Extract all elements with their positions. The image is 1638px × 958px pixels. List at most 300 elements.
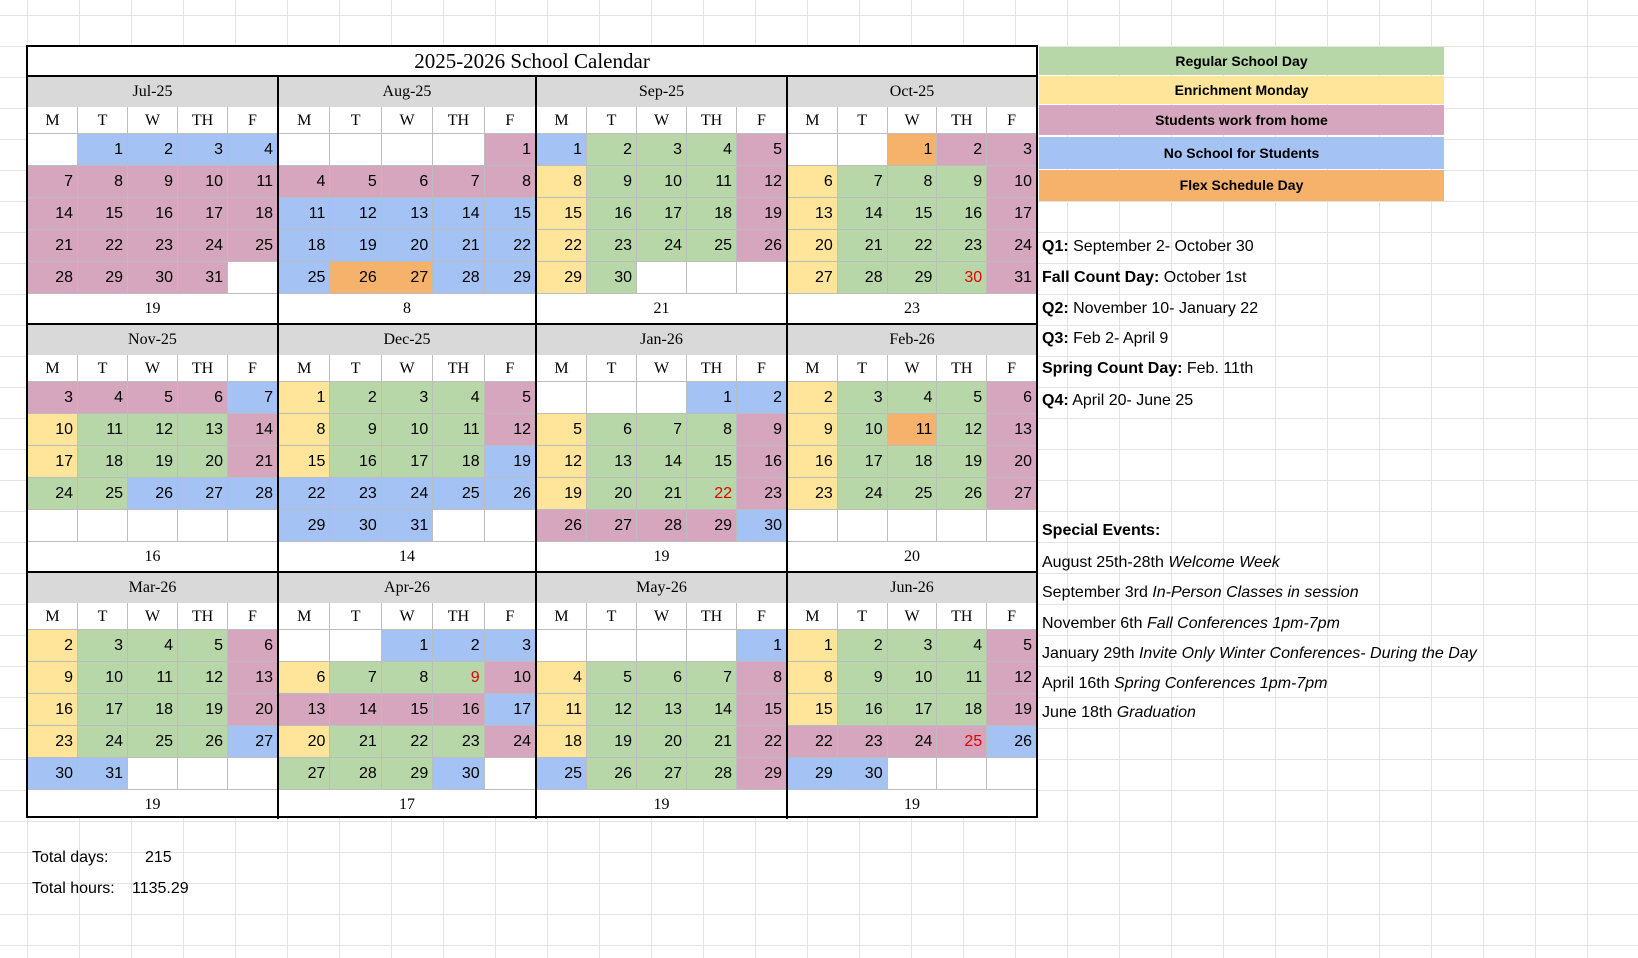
day-cell: 16 <box>587 198 637 230</box>
day-cell: 7 <box>228 382 277 414</box>
day-cell: 13 <box>178 414 228 446</box>
day-cell: 25 <box>228 230 277 262</box>
day-cell: 3 <box>888 630 938 662</box>
day-cell <box>128 758 178 790</box>
month-block <box>537 77 788 323</box>
month-day-total: 19 <box>144 796 161 813</box>
day-cell: 27 <box>987 478 1036 510</box>
day-cell: 11 <box>279 198 330 230</box>
day-cell: 27 <box>178 478 228 510</box>
day-cell: 30 <box>838 758 888 790</box>
weekday-label: F <box>485 107 535 134</box>
day-cell: 5 <box>128 382 178 414</box>
month-block <box>279 77 537 323</box>
day-cell: 19 <box>937 446 987 478</box>
day-cell: 3 <box>987 134 1036 166</box>
day-cell: 25 <box>279 262 330 294</box>
month-title: Apr-26 <box>279 573 535 603</box>
day-cell: 11 <box>433 414 484 446</box>
day-cell: 1 <box>888 134 938 166</box>
day-cell: 19 <box>128 446 178 478</box>
day-cell <box>637 262 687 294</box>
weekday-label: TH <box>433 107 484 134</box>
day-cell: 2 <box>433 630 484 662</box>
week-row <box>279 262 535 294</box>
weekday-label: TH <box>178 603 228 630</box>
weekday-label: W <box>637 107 687 134</box>
day-cell: 8 <box>485 166 535 198</box>
day-cell: 11 <box>78 414 128 446</box>
legend-item: Regular School Day <box>1039 47 1444 75</box>
event-name: In-Person Classes in session <box>1152 584 1359 601</box>
weekday-label: W <box>382 107 433 134</box>
day-cell: 31 <box>178 262 228 294</box>
day-cell: 13 <box>987 414 1036 446</box>
day-cell: 2 <box>737 382 786 414</box>
week-row <box>537 446 786 478</box>
weekday-label: T <box>330 603 381 630</box>
week-row <box>28 510 277 542</box>
day-cell: 23 <box>788 478 838 510</box>
weekday-label: F <box>987 603 1036 630</box>
weekday-header <box>788 355 1036 382</box>
weekday-label: T <box>838 355 888 382</box>
weekday-label: M <box>28 355 78 382</box>
day-cell: 17 <box>382 446 433 478</box>
legend-item: No School for Students <box>1039 137 1444 169</box>
quarter-text: April 20- June 25 <box>1068 392 1194 409</box>
quarter-text: September 2- October 30 <box>1068 238 1254 255</box>
day-cell: 29 <box>888 262 938 294</box>
day-cell: 1 <box>78 134 128 166</box>
day-cell: 5 <box>587 662 637 694</box>
day-cell: 3 <box>485 630 535 662</box>
day-cell: 24 <box>382 478 433 510</box>
weekday-label: TH <box>178 107 228 134</box>
day-cell: 7 <box>28 166 78 198</box>
week-row <box>788 230 1036 262</box>
day-cell: 10 <box>28 414 78 446</box>
week-row <box>28 726 277 758</box>
day-cell: 4 <box>687 134 737 166</box>
day-cell: 14 <box>687 694 737 726</box>
day-cell: 20 <box>228 694 277 726</box>
special-event <box>1042 645 1477 663</box>
day-cell <box>888 510 938 542</box>
day-cell: 26 <box>987 726 1036 758</box>
day-cell: 11 <box>228 166 277 198</box>
week-row <box>28 758 277 790</box>
day-cell <box>587 630 637 662</box>
weekday-label: TH <box>433 355 484 382</box>
month-day-total: 17 <box>399 796 415 813</box>
day-cell <box>637 382 687 414</box>
weekday-label: TH <box>687 355 737 382</box>
day-cell: 23 <box>737 478 786 510</box>
week-row <box>279 198 535 230</box>
month-title: Jan-26 <box>537 325 786 355</box>
day-cell: 15 <box>382 694 433 726</box>
day-cell: 29 <box>537 262 587 294</box>
day-cell: 29 <box>788 758 838 790</box>
day-cell: 21 <box>838 230 888 262</box>
day-cell <box>788 510 838 542</box>
day-cell: 27 <box>637 758 687 790</box>
day-cell <box>485 758 535 790</box>
day-cell: 9 <box>433 662 484 694</box>
day-cell: 2 <box>937 134 987 166</box>
day-cell: 21 <box>637 478 687 510</box>
month-block <box>279 573 537 819</box>
week-row <box>279 446 535 478</box>
day-cell: 12 <box>987 662 1036 694</box>
day-cell: 26 <box>937 478 987 510</box>
day-cell: 22 <box>788 726 838 758</box>
weekday-label: T <box>838 107 888 134</box>
week-row <box>788 662 1036 694</box>
week-row <box>788 478 1036 510</box>
weekday-header <box>788 603 1036 630</box>
day-cell <box>433 510 484 542</box>
weekday-header <box>28 603 277 630</box>
month-day-total: 19 <box>653 548 670 565</box>
day-cell: 30 <box>433 758 484 790</box>
day-cell: 21 <box>228 446 277 478</box>
day-cell: 31 <box>382 510 433 542</box>
day-cell: 4 <box>888 382 938 414</box>
day-cell: 23 <box>28 726 78 758</box>
day-cell: 29 <box>279 510 330 542</box>
day-cell: 23 <box>838 726 888 758</box>
weekday-label: TH <box>687 603 737 630</box>
day-cell <box>937 758 987 790</box>
special-event <box>1042 615 1340 633</box>
weekday-label: T <box>587 603 637 630</box>
day-cell: 2 <box>28 630 78 662</box>
week-row <box>537 166 786 198</box>
event-date: January 29th <box>1042 645 1139 662</box>
day-cell: 24 <box>178 230 228 262</box>
week-row <box>28 230 277 262</box>
day-cell: 6 <box>637 662 687 694</box>
day-cell: 6 <box>382 166 433 198</box>
day-cell: 28 <box>687 758 737 790</box>
day-cell: 25 <box>687 230 737 262</box>
day-cell: 7 <box>637 414 687 446</box>
day-cell: 22 <box>537 230 587 262</box>
day-cell: 15 <box>279 446 330 478</box>
day-cell <box>687 630 737 662</box>
week-row <box>279 478 535 510</box>
day-cell: 8 <box>737 662 786 694</box>
day-cell: 30 <box>937 262 987 294</box>
day-cell: 9 <box>28 662 78 694</box>
day-cell: 26 <box>330 262 381 294</box>
day-cell: 13 <box>382 198 433 230</box>
day-cell <box>537 382 587 414</box>
day-cell: 6 <box>178 382 228 414</box>
week-row <box>279 510 535 542</box>
day-cell <box>330 630 381 662</box>
day-cell <box>178 758 228 790</box>
day-cell: 26 <box>537 510 587 542</box>
day-cell: 15 <box>687 446 737 478</box>
day-cell: 9 <box>587 166 637 198</box>
day-cell: 1 <box>382 630 433 662</box>
day-cell: 16 <box>433 694 484 726</box>
day-cell: 18 <box>228 198 277 230</box>
month-title: Oct-25 <box>788 77 1036 107</box>
day-cell: 12 <box>485 414 535 446</box>
day-cell: 8 <box>687 414 737 446</box>
quarter-label: Fall Count Day: <box>1042 269 1160 286</box>
day-cell: 20 <box>279 726 330 758</box>
day-cell: 23 <box>330 478 381 510</box>
day-cell: 2 <box>838 630 888 662</box>
day-cell: 20 <box>987 446 1036 478</box>
day-cell: 4 <box>279 166 330 198</box>
day-cell: 10 <box>485 662 535 694</box>
day-cell: 3 <box>78 630 128 662</box>
day-cell: 10 <box>987 166 1036 198</box>
day-cell: 9 <box>788 414 838 446</box>
event-name: Invite Only Winter Conferences- During the Day <box>1138 645 1477 662</box>
month-day-total: 20 <box>904 548 920 565</box>
day-cell: 3 <box>838 382 888 414</box>
quarter-text: October 1st <box>1159 269 1247 286</box>
day-cell: 10 <box>637 166 687 198</box>
day-cell: 14 <box>330 694 381 726</box>
day-cell: 17 <box>637 198 687 230</box>
week-row <box>788 726 1036 758</box>
day-cell: 24 <box>28 478 78 510</box>
week-row <box>279 694 535 726</box>
day-cell: 25 <box>937 726 987 758</box>
quarter-text: Feb. 11th <box>1182 360 1254 377</box>
week-row <box>28 382 277 414</box>
day-cell: 28 <box>637 510 687 542</box>
day-cell: 27 <box>788 262 838 294</box>
day-cell: 17 <box>178 198 228 230</box>
day-cell: 18 <box>537 726 587 758</box>
day-cell: 28 <box>228 478 277 510</box>
day-cell: 14 <box>28 198 78 230</box>
quarter-line <box>1042 238 1254 256</box>
weekday-label: W <box>128 107 178 134</box>
day-cell: 13 <box>637 694 687 726</box>
week-row <box>279 414 535 446</box>
weekday-label: F <box>737 603 786 630</box>
day-cell: 6 <box>788 166 838 198</box>
day-cell <box>228 262 277 294</box>
weekday-label: F <box>485 355 535 382</box>
month-block <box>279 325 537 571</box>
day-cell <box>330 134 381 166</box>
day-cell: 12 <box>330 198 381 230</box>
day-cell: 6 <box>587 414 637 446</box>
day-cell: 9 <box>838 662 888 694</box>
day-cell: 22 <box>737 726 786 758</box>
day-cell: 8 <box>382 662 433 694</box>
day-cell: 11 <box>888 414 938 446</box>
day-cell: 20 <box>178 446 228 478</box>
day-cell: 7 <box>838 166 888 198</box>
day-cell: 11 <box>537 694 587 726</box>
day-cell: 10 <box>78 662 128 694</box>
day-cell: 23 <box>128 230 178 262</box>
day-cell: 3 <box>637 134 687 166</box>
weekday-label: F <box>737 107 786 134</box>
day-cell: 18 <box>433 446 484 478</box>
day-cell <box>382 134 433 166</box>
weekday-label: M <box>788 107 838 134</box>
day-cell: 3 <box>382 382 433 414</box>
day-cell: 25 <box>78 478 128 510</box>
day-cell: 7 <box>330 662 381 694</box>
day-cell <box>637 630 687 662</box>
day-cell: 18 <box>78 446 128 478</box>
day-cell: 9 <box>937 166 987 198</box>
day-cell: 6 <box>987 382 1036 414</box>
week-row <box>28 414 277 446</box>
day-cell: 1 <box>687 382 737 414</box>
day-cell: 4 <box>537 662 587 694</box>
month-day-total: 14 <box>399 548 415 565</box>
weekday-label: TH <box>937 603 987 630</box>
day-cell: 17 <box>28 446 78 478</box>
week-row <box>788 382 1036 414</box>
day-cell <box>178 510 228 542</box>
day-cell: 20 <box>637 726 687 758</box>
day-cell: 18 <box>128 694 178 726</box>
weekday-label: F <box>737 355 786 382</box>
weekday-label: TH <box>433 603 484 630</box>
week-row <box>279 382 535 414</box>
quarter-line <box>1042 392 1193 410</box>
day-cell: 11 <box>128 662 178 694</box>
weekday-label: W <box>128 603 178 630</box>
weekday-label: T <box>78 107 128 134</box>
week-row <box>537 694 786 726</box>
day-cell: 21 <box>28 230 78 262</box>
special-events-title: Special Events: <box>1042 522 1161 539</box>
quarter-label: Q4: <box>1042 392 1069 409</box>
quarter-line <box>1042 269 1247 287</box>
day-cell: 14 <box>433 198 484 230</box>
day-cell: 21 <box>433 230 484 262</box>
day-cell: 5 <box>937 382 987 414</box>
day-cell: 23 <box>587 230 637 262</box>
weekday-label: M <box>788 603 838 630</box>
day-cell: 12 <box>737 166 786 198</box>
weekday-label: T <box>838 603 888 630</box>
day-cell: 4 <box>228 134 277 166</box>
weekday-label: F <box>228 603 277 630</box>
week-row <box>788 414 1036 446</box>
calendar-title: 2025-2026 School Calendar <box>28 47 1036 77</box>
month-day-total: 16 <box>144 548 161 565</box>
day-cell: 1 <box>537 134 587 166</box>
legend-item: Students work from home <box>1039 105 1444 135</box>
weekday-header <box>28 355 277 382</box>
day-cell: 20 <box>587 478 637 510</box>
month-block <box>537 573 788 819</box>
month-block <box>28 77 279 323</box>
day-cell: 11 <box>937 662 987 694</box>
day-cell: 3 <box>178 134 228 166</box>
week-row <box>537 230 786 262</box>
day-cell: 10 <box>888 662 938 694</box>
week-row <box>28 166 277 198</box>
day-cell: 17 <box>485 694 535 726</box>
weekday-label: M <box>537 603 587 630</box>
weekday-header <box>28 107 277 134</box>
day-cell: 18 <box>937 694 987 726</box>
weekday-header <box>537 107 786 134</box>
week-row <box>788 630 1036 662</box>
month-block <box>537 325 788 571</box>
day-cell: 7 <box>433 166 484 198</box>
day-cell: 28 <box>330 758 381 790</box>
week-row <box>537 382 786 414</box>
day-cell: 22 <box>485 230 535 262</box>
quarter-label: Q1: <box>1042 238 1069 255</box>
day-cell: 8 <box>788 662 838 694</box>
day-cell: 9 <box>737 414 786 446</box>
day-cell: 8 <box>888 166 938 198</box>
weekday-label: M <box>28 107 78 134</box>
week-row <box>279 166 535 198</box>
day-cell: 23 <box>937 230 987 262</box>
event-name: Fall Conferences 1pm-7pm <box>1146 615 1340 632</box>
month-title: Sep-25 <box>537 77 786 107</box>
week-row <box>788 446 1036 478</box>
day-cell: 13 <box>228 662 277 694</box>
day-cell: 5 <box>537 414 587 446</box>
total-hours-value: 1135.29 <box>132 880 189 897</box>
event-date: June 18th <box>1042 704 1117 721</box>
day-cell: 10 <box>382 414 433 446</box>
day-cell: 19 <box>987 694 1036 726</box>
day-cell <box>987 758 1036 790</box>
weekday-label: T <box>330 355 381 382</box>
day-cell: 18 <box>888 446 938 478</box>
day-cell: 6 <box>228 630 277 662</box>
day-cell: 2 <box>788 382 838 414</box>
week-row <box>537 262 786 294</box>
day-cell <box>485 510 535 542</box>
weekday-label: TH <box>937 107 987 134</box>
day-cell: 8 <box>537 166 587 198</box>
weekday-label: T <box>330 107 381 134</box>
week-row <box>279 726 535 758</box>
day-cell: 15 <box>788 694 838 726</box>
day-cell: 30 <box>737 510 786 542</box>
day-cell <box>433 134 484 166</box>
week-row <box>788 198 1036 230</box>
month-title: May-26 <box>537 573 786 603</box>
weekday-label: TH <box>687 107 737 134</box>
day-cell: 20 <box>788 230 838 262</box>
quarter-line <box>1042 360 1253 378</box>
weekday-label: T <box>78 603 128 630</box>
day-cell: 6 <box>279 662 330 694</box>
week-row <box>279 134 535 166</box>
day-cell: 19 <box>178 694 228 726</box>
month-block <box>788 77 1036 323</box>
week-row <box>537 726 786 758</box>
month-day-total: 23 <box>904 300 920 317</box>
